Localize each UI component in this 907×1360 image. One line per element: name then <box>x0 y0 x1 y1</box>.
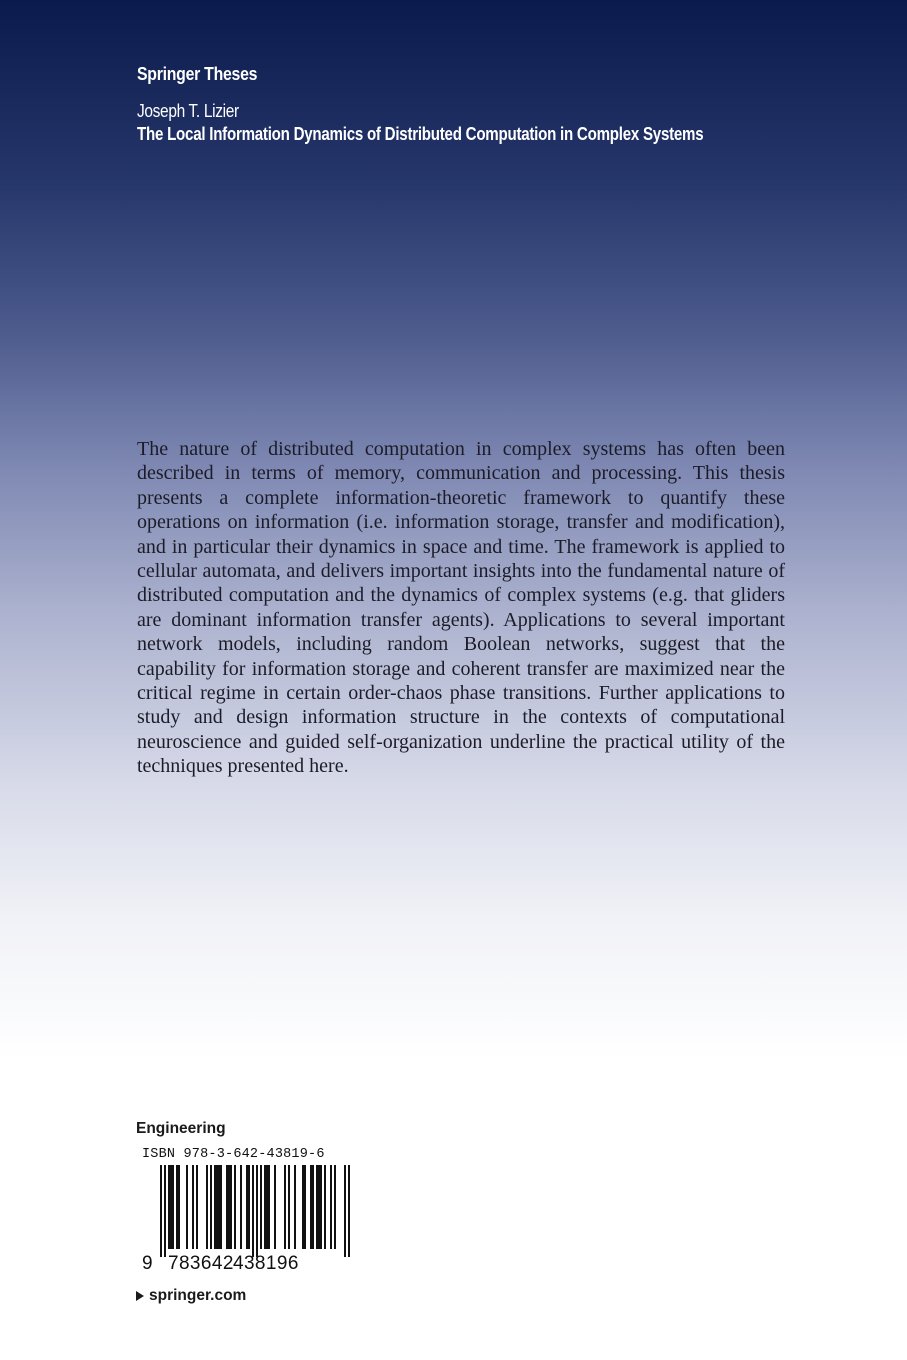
barcode-digits-right: 438196 <box>233 1253 299 1274</box>
barcode-bar <box>214 1165 216 1249</box>
barcode-bar <box>348 1165 350 1257</box>
barcode-bar <box>264 1165 266 1249</box>
author-name: Joseph T. Lizier <box>137 101 239 121</box>
barcode-bar <box>284 1165 286 1249</box>
website-link[interactable] <box>136 1287 246 1305</box>
barcode-bar <box>172 1165 174 1249</box>
barcode-bar <box>196 1165 198 1249</box>
barcode-bar <box>268 1165 270 1249</box>
book-title: The Local Information Dynamics of Distributed Computation in Complex Systems <box>137 124 704 144</box>
barcode-bar <box>226 1165 228 1249</box>
barcode-bar <box>176 1165 178 1249</box>
barcode-bar <box>218 1165 220 1249</box>
website-text: springer.com <box>149 1287 247 1304</box>
barcode-bar <box>320 1165 322 1249</box>
barcode-bar <box>216 1165 218 1249</box>
abstract-text: The nature of distributed computation in complex systems has often been described in terms of memory, communication and processing. This thesis presents a complete information-theoretic framework to quantify these operations on information (i.e. information storage, transfer and modification), and in particular their dynamics in space and time. The framework is applied to cellular automata, and delivers important insights into the fundamental nature of distributed computation and the dynamics of complex systems (e.g. that gliders are dominant information transfer agents). Applications to several important network models, including random Boolean networks, suggest that the capability for information storage and coherent transfer are maximized near the critical regime in certain order-chaos phase transitions. Further applications to study and design information structure in the contexts of computational neuroscience and guided self-organization underline the practical utility of the techniques presented here. <box>137 438 785 778</box>
barcode-bar <box>192 1165 194 1249</box>
isbn-label: ISBN 978-3-642-43819-6 <box>142 1147 325 1162</box>
barcode-bar <box>260 1165 262 1249</box>
barcode-bars <box>138 1165 358 1257</box>
barcode-bar <box>234 1165 236 1249</box>
barcode-lead-digit: 9 <box>142 1253 153 1274</box>
barcode-bar <box>248 1165 250 1249</box>
barcode-bar <box>316 1165 318 1249</box>
barcode-bar <box>170 1165 172 1249</box>
barcode-bar <box>312 1165 314 1249</box>
barcode-bar <box>228 1165 230 1249</box>
barcode-bar <box>210 1165 212 1249</box>
barcode-bar <box>220 1165 222 1249</box>
barcode-bar <box>344 1165 346 1257</box>
barcode-bar <box>164 1165 166 1257</box>
barcode-bar <box>334 1165 336 1249</box>
barcode-digits-left: 783642 <box>168 1253 234 1274</box>
barcode-bar <box>256 1165 258 1257</box>
barcode-bar <box>230 1165 232 1249</box>
barcode-bar <box>168 1165 170 1249</box>
barcode-bar <box>186 1165 188 1249</box>
isbn-barcode <box>138 1147 358 1279</box>
barcode-bar <box>310 1165 312 1249</box>
barcode-bar <box>240 1165 242 1249</box>
barcode-bar <box>302 1165 304 1249</box>
barcode-bar <box>318 1165 320 1249</box>
barcode-bar <box>246 1165 248 1249</box>
barcode-bar <box>330 1165 332 1249</box>
barcode-bar <box>252 1165 254 1257</box>
subject-category: Engineering <box>136 1120 226 1137</box>
barcode-bar <box>294 1165 296 1249</box>
series-name: Springer Theses <box>137 64 258 84</box>
barcode-bar <box>266 1165 268 1249</box>
barcode-bar <box>160 1165 162 1257</box>
barcode-bar <box>178 1165 180 1249</box>
barcode-bar <box>288 1165 290 1249</box>
triangle-arrow-icon <box>136 1291 144 1301</box>
barcode-bar <box>274 1165 276 1249</box>
barcode-bar <box>324 1165 326 1249</box>
barcode-bar <box>304 1165 306 1249</box>
barcode-bar <box>206 1165 208 1249</box>
